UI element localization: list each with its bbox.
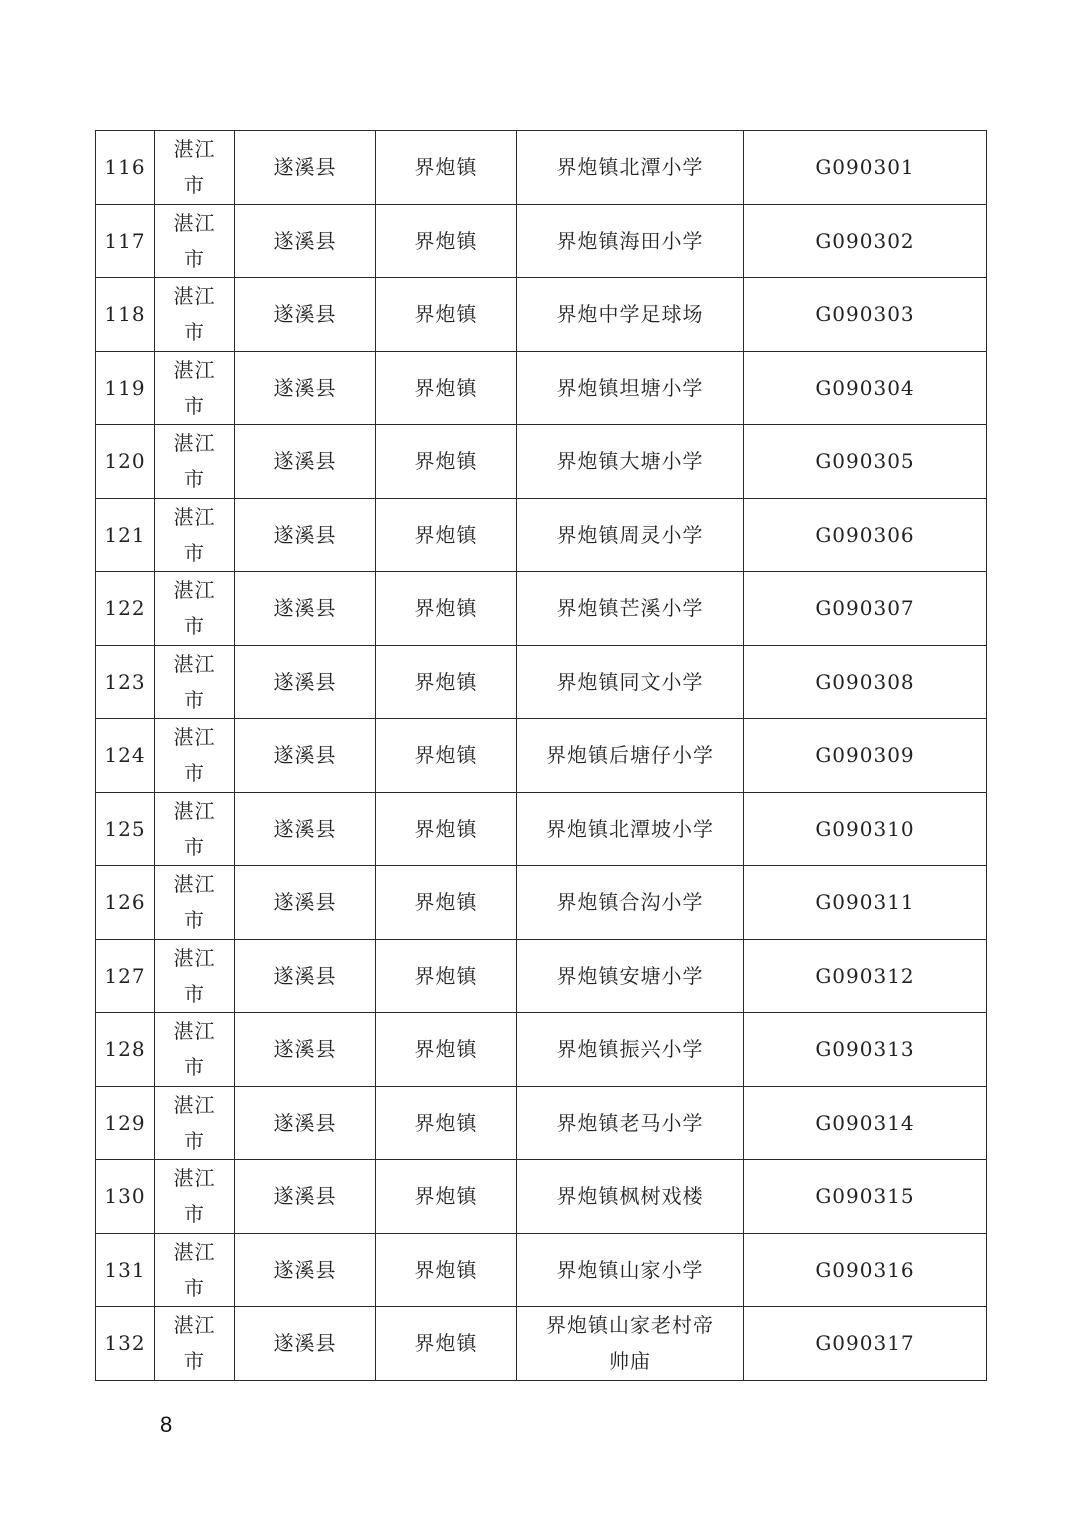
site-name-cell bbox=[517, 498, 744, 572]
city-cell: 湛江市 bbox=[155, 498, 235, 572]
row-number-cell: 117 bbox=[96, 204, 155, 278]
row-number-cell: 118 bbox=[96, 278, 155, 352]
site-name-text: 界炮镇海田小学 bbox=[556, 228, 704, 253]
table-row bbox=[96, 1233, 987, 1307]
row-number-cell: 119 bbox=[96, 351, 155, 425]
city-cell: 湛江市 bbox=[155, 425, 235, 499]
site-name-cell bbox=[517, 1160, 744, 1234]
town-cell: 界炮镇 bbox=[376, 1233, 517, 1307]
town-cell: 界炮镇 bbox=[376, 131, 517, 205]
town-cell: 界炮镇 bbox=[376, 498, 517, 572]
county-cell: 遂溪县 bbox=[235, 866, 376, 940]
row-number-cell: 121 bbox=[96, 498, 155, 572]
site-name-cell bbox=[517, 204, 744, 278]
city-cell: 湛江市 bbox=[155, 719, 235, 793]
site-code-cell: G090317 bbox=[744, 1307, 987, 1381]
county-cell: 遂溪县 bbox=[235, 719, 376, 793]
site-code-cell: G090313 bbox=[744, 1013, 987, 1087]
site-name-text: 界炮镇同文小学 bbox=[556, 669, 704, 694]
site-name-text: 界炮镇山家老村帝帅庙 bbox=[546, 1313, 714, 1374]
page-number: 8 bbox=[160, 1412, 173, 1437]
site-code-cell: G090307 bbox=[744, 572, 987, 646]
town-cell: 界炮镇 bbox=[376, 1086, 517, 1160]
site-table bbox=[95, 130, 987, 1381]
site-name-cell bbox=[517, 425, 744, 499]
town-cell: 界炮镇 bbox=[376, 278, 517, 352]
city-cell: 湛江市 bbox=[155, 866, 235, 940]
row-number-cell: 129 bbox=[96, 1086, 155, 1160]
city-cell: 湛江市 bbox=[155, 1233, 235, 1307]
site-code-cell: G090310 bbox=[744, 792, 987, 866]
town-cell: 界炮镇 bbox=[376, 1307, 517, 1381]
row-number-cell: 126 bbox=[96, 866, 155, 940]
site-name-text: 界炮镇枫树戏楼 bbox=[556, 1184, 704, 1209]
town-cell: 界炮镇 bbox=[376, 719, 517, 793]
site-name-cell bbox=[517, 1013, 744, 1087]
site-name-text: 界炮镇老马小学 bbox=[556, 1110, 704, 1135]
row-number-cell: 124 bbox=[96, 719, 155, 793]
city-cell: 湛江市 bbox=[155, 1160, 235, 1234]
site-name-text: 界炮镇山家小学 bbox=[556, 1257, 704, 1282]
table-row bbox=[96, 719, 987, 793]
row-number-cell: 127 bbox=[96, 939, 155, 1013]
site-code-cell: G090305 bbox=[744, 425, 987, 499]
row-number-cell: 130 bbox=[96, 1160, 155, 1234]
city-cell: 湛江市 bbox=[155, 645, 235, 719]
town-cell: 界炮镇 bbox=[376, 204, 517, 278]
site-name-text: 界炮镇北潭坡小学 bbox=[546, 816, 714, 841]
city-cell: 湛江市 bbox=[155, 792, 235, 866]
site-name-text: 界炮中学足球场 bbox=[556, 302, 704, 327]
table-row bbox=[96, 131, 987, 205]
city-cell: 湛江市 bbox=[155, 1013, 235, 1087]
site-name-cell bbox=[517, 792, 744, 866]
county-cell: 遂溪县 bbox=[235, 204, 376, 278]
table-body bbox=[96, 131, 987, 1381]
city-cell: 湛江市 bbox=[155, 572, 235, 646]
town-cell: 界炮镇 bbox=[376, 1160, 517, 1234]
row-number-cell: 116 bbox=[96, 131, 155, 205]
table-row bbox=[96, 351, 987, 425]
county-cell: 遂溪县 bbox=[235, 1233, 376, 1307]
county-cell: 遂溪县 bbox=[235, 939, 376, 1013]
row-number-cell: 131 bbox=[96, 1233, 155, 1307]
table-row bbox=[96, 278, 987, 352]
site-code-cell: G090311 bbox=[744, 866, 987, 940]
site-name-cell bbox=[517, 1233, 744, 1307]
table-row bbox=[96, 1013, 987, 1087]
site-name-cell bbox=[517, 939, 744, 1013]
site-code-cell: G090303 bbox=[744, 278, 987, 352]
site-name-cell bbox=[517, 131, 744, 205]
site-name-text: 界炮镇坦塘小学 bbox=[556, 375, 704, 400]
row-number-cell: 132 bbox=[96, 1307, 155, 1381]
table-row bbox=[96, 1086, 987, 1160]
town-cell: 界炮镇 bbox=[376, 425, 517, 499]
site-name-text: 界炮镇大塘小学 bbox=[556, 449, 704, 474]
site-name-cell bbox=[517, 1086, 744, 1160]
city-cell: 湛江市 bbox=[155, 939, 235, 1013]
site-name-text: 界炮镇周灵小学 bbox=[556, 522, 704, 547]
city-cell: 湛江市 bbox=[155, 1307, 235, 1381]
table-row bbox=[96, 498, 987, 572]
county-cell: 遂溪县 bbox=[235, 572, 376, 646]
row-number-cell: 123 bbox=[96, 645, 155, 719]
site-code-cell: G090306 bbox=[744, 498, 987, 572]
site-name-text: 界炮镇安塘小学 bbox=[556, 963, 704, 988]
town-cell: 界炮镇 bbox=[376, 792, 517, 866]
city-cell: 湛江市 bbox=[155, 278, 235, 352]
town-cell: 界炮镇 bbox=[376, 645, 517, 719]
town-cell: 界炮镇 bbox=[376, 572, 517, 646]
county-cell: 遂溪县 bbox=[235, 131, 376, 205]
site-name-text: 界炮镇北潭小学 bbox=[556, 155, 704, 180]
site-name-cell bbox=[517, 719, 744, 793]
row-number-cell: 125 bbox=[96, 792, 155, 866]
table-row bbox=[96, 425, 987, 499]
table-row bbox=[96, 792, 987, 866]
county-cell: 遂溪县 bbox=[235, 1307, 376, 1381]
site-name-cell bbox=[517, 645, 744, 719]
town-cell: 界炮镇 bbox=[376, 939, 517, 1013]
county-cell: 遂溪县 bbox=[235, 645, 376, 719]
row-number-cell: 122 bbox=[96, 572, 155, 646]
city-cell: 湛江市 bbox=[155, 351, 235, 425]
site-code-cell: G090308 bbox=[744, 645, 987, 719]
city-cell: 湛江市 bbox=[155, 204, 235, 278]
site-name-cell bbox=[517, 866, 744, 940]
county-cell: 遂溪县 bbox=[235, 1086, 376, 1160]
county-cell: 遂溪县 bbox=[235, 1160, 376, 1234]
table-row bbox=[96, 1307, 987, 1381]
site-code-cell: G090315 bbox=[744, 1160, 987, 1234]
table-row bbox=[96, 866, 987, 940]
row-number-cell: 128 bbox=[96, 1013, 155, 1087]
site-name-cell bbox=[517, 278, 744, 352]
table-row bbox=[96, 1160, 987, 1234]
site-name-text: 界炮镇后塘仔小学 bbox=[546, 743, 714, 768]
county-cell: 遂溪县 bbox=[235, 351, 376, 425]
site-code-cell: G090304 bbox=[744, 351, 987, 425]
town-cell: 界炮镇 bbox=[376, 1013, 517, 1087]
county-cell: 遂溪县 bbox=[235, 425, 376, 499]
site-code-cell: G090314 bbox=[744, 1086, 987, 1160]
table-row bbox=[96, 572, 987, 646]
county-cell: 遂溪县 bbox=[235, 1013, 376, 1087]
site-code-cell: G090301 bbox=[744, 131, 987, 205]
site-name-cell bbox=[517, 351, 744, 425]
table-row bbox=[96, 204, 987, 278]
town-cell: 界炮镇 bbox=[376, 351, 517, 425]
table-row bbox=[96, 645, 987, 719]
city-cell: 湛江市 bbox=[155, 131, 235, 205]
site-code-cell: G090312 bbox=[744, 939, 987, 1013]
site-name-text: 界炮镇振兴小学 bbox=[556, 1037, 704, 1062]
site-name-cell bbox=[517, 1307, 744, 1381]
site-code-cell: G090316 bbox=[744, 1233, 987, 1307]
county-cell: 遂溪县 bbox=[235, 498, 376, 572]
row-number-cell: 120 bbox=[96, 425, 155, 499]
site-name-cell bbox=[517, 572, 744, 646]
county-cell: 遂溪县 bbox=[235, 792, 376, 866]
site-name-text: 界炮镇合沟小学 bbox=[556, 890, 704, 915]
site-code-cell: G090302 bbox=[744, 204, 987, 278]
county-cell: 遂溪县 bbox=[235, 278, 376, 352]
city-cell: 湛江市 bbox=[155, 1086, 235, 1160]
site-code-cell: G090309 bbox=[744, 719, 987, 793]
town-cell: 界炮镇 bbox=[376, 866, 517, 940]
table-row bbox=[96, 939, 987, 1013]
site-name-text: 界炮镇芒溪小学 bbox=[556, 596, 704, 621]
